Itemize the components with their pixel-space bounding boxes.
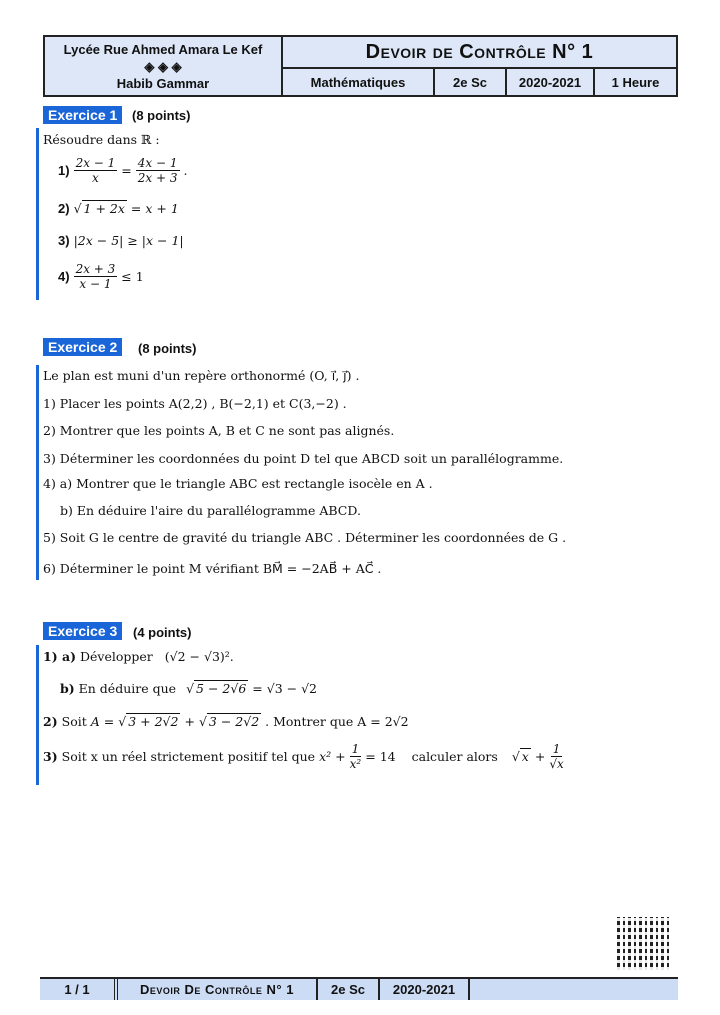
- year: 2020-2021: [507, 69, 595, 95]
- ex2-line: b) En déduire l'aire du parallélogramme ABCD.: [60, 503, 361, 518]
- fraction: [350, 742, 362, 771]
- exercise-2-points: (8 points): [138, 341, 197, 356]
- q-number: 2): [43, 714, 58, 729]
- denominator: x − 1: [79, 277, 112, 291]
- sqrt-expr: 3 + 2√2: [128, 714, 179, 729]
- footer-title: Devoir De Contrôle N° 1: [118, 979, 318, 1000]
- qr-code-icon: [617, 917, 670, 970]
- q-number: 1) a): [43, 649, 76, 664]
- term: x² +: [319, 749, 346, 764]
- ex3-q1b: b) En déduire que √ 5 − 2√6 = √3 − √2: [60, 681, 317, 696]
- exercise-3-points: (4 points): [133, 625, 192, 640]
- q-number: b): [60, 681, 75, 696]
- lhs: A =: [90, 714, 115, 729]
- sqrt-expr: 1 + 2x: [83, 201, 125, 216]
- sqrt-expr: x: [521, 749, 529, 764]
- level: 2e Sc: [435, 69, 507, 95]
- exam-title: Devoir de Contrôle N° 1: [283, 37, 676, 69]
- numerator: 4x − 1: [137, 156, 178, 170]
- expression: (√2 − √3)².: [164, 649, 234, 664]
- ex1-intro: Résoudre dans ℝ :: [43, 132, 160, 147]
- ex2-line: 1) Placer les points A(2,2) , B(−2,1) et C(3,−2) .: [43, 396, 347, 411]
- rhs: = √3 − √2: [252, 681, 317, 696]
- ex1-q2: 2) √ 1 + 2x = x + 1: [58, 201, 179, 216]
- fraction: [74, 262, 118, 291]
- instruction: Soit x un réel strictement positif tel que: [61, 749, 316, 764]
- ex3-q3: 3) Soit x un réel strictement positif tel que x² + $\frac{1}{\text{x²}}$ = 14 calculer alors √ x + $\frac{1}{√x}$: [43, 742, 564, 771]
- denominator: 2x + 3: [137, 171, 178, 185]
- ex2-line: 4) a) Montrer que le triangle ABC est rectangle isocèle en A .: [43, 476, 433, 491]
- equals: =: [121, 163, 132, 178]
- ex2-line: 6) Déterminer le point M vérifiant BM⃗ = −2AB⃗ + AC⃗ .: [43, 561, 382, 576]
- instruction: Développer: [79, 649, 153, 664]
- numerator: 1: [552, 742, 561, 756]
- ex1-q4: [58, 262, 144, 291]
- plus: +: [534, 749, 546, 764]
- school-cell: [45, 37, 283, 95]
- exercise-3-bar: [36, 645, 39, 785]
- numerator: 2x − 1: [75, 156, 116, 170]
- footer-year: 2020-2021: [380, 979, 470, 1000]
- footer-page: 1 / 1: [40, 979, 118, 1000]
- exercise-1-points: (8 points): [132, 108, 191, 123]
- q-number: 4): [58, 269, 70, 284]
- ex2-line: Le plan est muni d'un repère orthonormé (O, i⃗, j⃗) .: [43, 368, 360, 383]
- fraction: [549, 742, 563, 771]
- ex3-q2: 2) Soit A = √ 3 + 2√2 + √ 3 − 2√2 . Montrer que A = 2√2: [43, 714, 409, 729]
- exercise-2-label: Exercice 2: [43, 338, 122, 356]
- instruction: Soit: [61, 714, 87, 729]
- ex3-q1a: [43, 649, 234, 664]
- fraction: [136, 156, 180, 185]
- ex2-line: 2) Montrer que les points A, B et C ne sont pas alignés.: [43, 423, 395, 438]
- exercise-2-bar: [36, 365, 39, 580]
- duration: 1 Heure: [611, 74, 660, 90]
- denominator: x: [92, 171, 99, 185]
- subject: Mathématiques: [283, 69, 435, 95]
- q-number: 2): [58, 201, 70, 216]
- school-name: Lycée Rue Ahmed Amara Le Kef: [63, 41, 263, 57]
- footer: [40, 977, 678, 1000]
- q-number: 3): [58, 233, 70, 248]
- plus: +: [184, 714, 195, 729]
- exercise-1-bar: [36, 128, 39, 300]
- numerator: 2x + 3: [75, 262, 116, 276]
- ex2-line: 5) Soit G le centre de gravité du triangle ABC . Déterminer les coordonnées de G .: [43, 530, 567, 545]
- exercise-1-label: Exercice 1: [43, 106, 122, 124]
- footer-level: 2e Sc: [318, 979, 380, 1000]
- ornament: ◈ ◈ ◈: [144, 58, 182, 74]
- instruction: En déduire que: [78, 681, 177, 696]
- q-number: 1): [58, 163, 70, 178]
- sqrt-expr: 3 − 2√2: [208, 714, 260, 729]
- header-box: [43, 35, 678, 97]
- instruction: calculer alors: [411, 749, 498, 764]
- teacher-name: Habib Gammar: [116, 75, 210, 91]
- instruction-rest: . Montrer que A = 2√2: [265, 714, 409, 729]
- ex1-q3: [58, 233, 184, 248]
- ex2-line: 3) Déterminer les coordonnées du point D tel que ABCD soit un parallélogramme.: [43, 451, 564, 466]
- denominator: x²: [349, 757, 362, 771]
- inequality: |2x − 5| ≥ |x − 1|: [73, 233, 184, 248]
- period: .: [183, 163, 188, 178]
- denominator: √x: [549, 757, 564, 771]
- rhs: = x + 1: [130, 201, 179, 216]
- numerator: 1: [351, 742, 360, 756]
- equals: = 14: [365, 749, 396, 764]
- exercise-3-label: Exercice 3: [43, 622, 122, 640]
- sqrt-expr: 5 − 2√6: [196, 681, 247, 696]
- ex1-q1: [58, 156, 188, 185]
- rhs: ≤ 1: [121, 269, 144, 284]
- fraction: [74, 156, 118, 185]
- q-number: 3): [43, 749, 58, 764]
